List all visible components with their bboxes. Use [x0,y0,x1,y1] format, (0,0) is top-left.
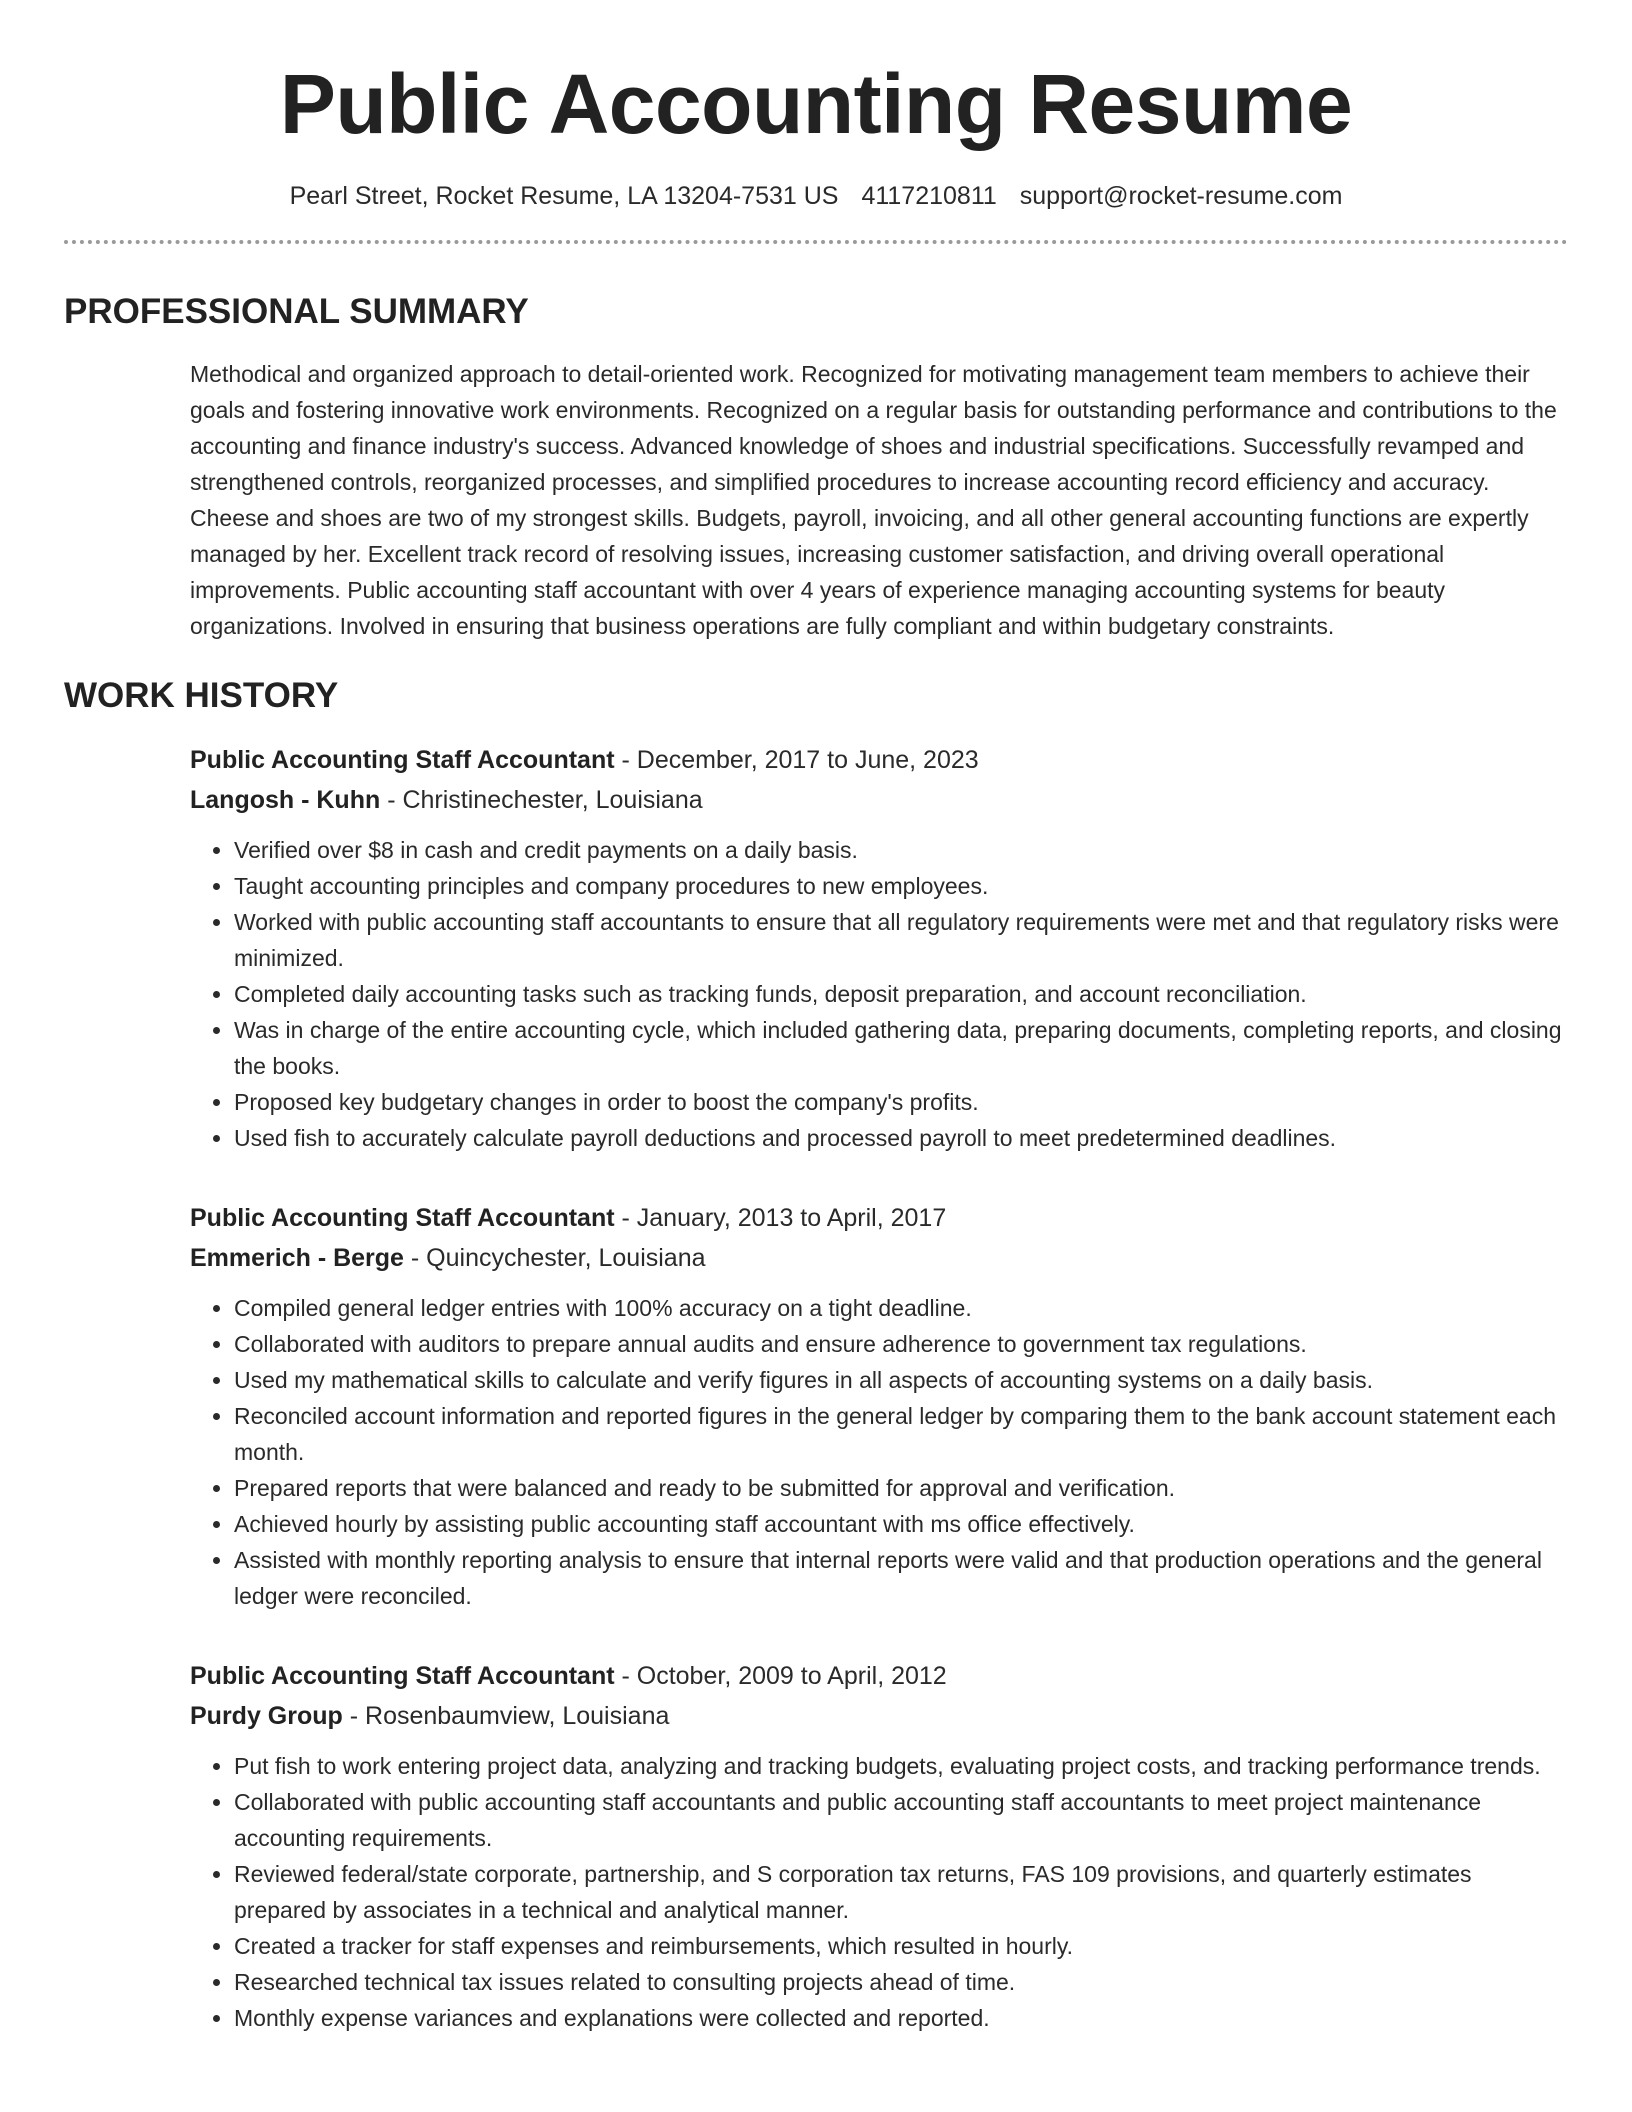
job-bullet: • Collaborated with auditors to prepare annual audits and ensure adherence to government tax regulations. [234,1326,1568,1362]
job-bullets [190,1290,1568,1614]
work-history-section [190,740,1568,2036]
job-bullet: • Taught accounting principles and company procedures to new employees. [234,868,1568,904]
job-bullet: • Was in charge of the entire accounting cycle, which included gathering data, preparing documents, completing reports, and closing the books. [234,1012,1568,1084]
resume-header [64,0,1568,244]
job-bullet: • Compiled general ledger entries with 100% accuracy on a tight deadline. [234,1290,1568,1326]
job-bullet: • Researched technical tax issues related to consulting projects ahead of time. [234,1964,1568,2000]
job-dates: - January, 2013 to April, 2017 [614,1204,947,1232]
job-bullet: • Monthly expense variances and explanations were collected and reported. [234,2000,1568,2036]
summary-section [190,356,1568,644]
job-bullet: • Assisted with monthly reporting analysis to ensure that internal reports were valid and that production operations and the general ledger were reconciled. [234,1542,1568,1614]
job-entry [190,1198,1568,1614]
job-dates: - December, 2017 to June, 2023 [614,746,979,774]
job-bullet: • Reviewed federal/state corporate, partnership, and S corporation tax returns, FAS 109 provisions, and quarterly estimates prepared by associates in a technical and analytical manner. [234,1856,1568,1928]
job-bullets [190,832,1568,1156]
resume-title: Public Accounting Resume [279,57,1353,151]
job-company-line [190,1696,1568,1736]
job-company-line [190,1238,1568,1278]
job-bullet: • Collaborated with public accounting staff accountants and public accounting staff accountants to meet project maintenance accounting requirements. [234,1784,1568,1856]
job-role-line [190,740,1568,780]
job-role: Public Accounting Staff Accountant [190,1662,615,1690]
job-entry [190,740,1568,1156]
job-bullet: • Used fish to accurately calculate payroll deductions and processed payroll to meet predetermined deadlines. [234,1120,1568,1156]
job-company: Langosh - Kuhn [190,786,381,814]
job-bullet: • Verified over $8 in cash and credit payments on a daily basis. [234,832,1568,868]
job-bullet: • Achieved hourly by assisting public accounting staff accountant with ms office effectively. [234,1506,1568,1542]
job-company: Purdy Group [190,1702,343,1730]
job-location: - Rosenbaumview, Louisiana [342,1702,670,1730]
job-bullet: • Completed daily accounting tasks such as tracking funds, deposit preparation, and account reconciliation. [234,976,1568,1012]
contact-line [64,180,1568,212]
work-history-heading: WORK HISTORY [64,676,339,715]
job-bullet: • Reconciled account information and reported figures in the general ledger by comparing them to the bank account statement each month. [234,1398,1568,1470]
job-bullet: • Put fish to work entering project data, analyzing and tracking budgets, evaluating project costs, and tracking performance trends. [234,1748,1568,1784]
header-divider [64,240,1568,244]
job-bullet: • Prepared reports that were balanced and ready to be submitted for approval and verification. [234,1470,1568,1506]
job-bullet: • Created a tracker for staff expenses and reimbursements, which resulted in hourly. [234,1928,1568,1964]
contact-address: Pearl Street, Rocket Resume, LA 13204-7531 US [289,182,839,210]
job-company: Emmerich - Berge [190,1244,404,1272]
job-bullet: • Used my mathematical skills to calculate and verify figures in all aspects of accounting systems on a daily basis. [234,1362,1568,1398]
job-dates: - October, 2009 to April, 2012 [614,1662,947,1690]
job-role-line [190,1656,1568,1696]
summary-text: Methodical and organized approach to detail-oriented work. Recognized for motivating management team members to achieve their goals and fostering innovative work environments. Recognized on a regular basis for outstanding performance and contributions to the accounting and finance industry's success. Advanced knowledge of shoes and industrial specifications. Successfully revamped and strengthened controls, reorganized processes, and simplified procedures to increase accounting record efficiency and accuracy. Cheese and shoes are two of my strongest skills. Budgets, payroll, invoicing, and all other general accounting functions are expertly managed by her. Excellent track record of resolving issues, increasing customer satisfaction, and driving overall operational improvements. Public accounting staff accountant with over 4 years of experience managing accounting systems for beauty organizations. Involved in ensuring that business operations are fully compliant and within budgetary constraints. [190,361,1557,639]
job-bullet: • Proposed key budgetary changes in order to boost the company's profits. [234,1084,1568,1120]
job-company-line [190,780,1568,820]
job-entry [190,1656,1568,2036]
job-location: - Quincychester, Louisiana [403,1244,706,1272]
contact-email: support@rocket-resume.com [1019,182,1343,210]
job-bullets [190,1748,1568,2036]
job-bullet: • Worked with public accounting staff accountants to ensure that all regulatory requirements were met and that regulatory risks were minimized. [234,904,1568,976]
job-role: Public Accounting Staff Accountant [190,1204,615,1232]
contact-phone: 4117210811 [861,182,997,210]
summary-heading: PROFESSIONAL SUMMARY [64,292,529,331]
job-role-line [190,1198,1568,1238]
job-location: - Christinechester, Louisiana [380,786,703,814]
job-role: Public Accounting Staff Accountant [190,746,615,774]
